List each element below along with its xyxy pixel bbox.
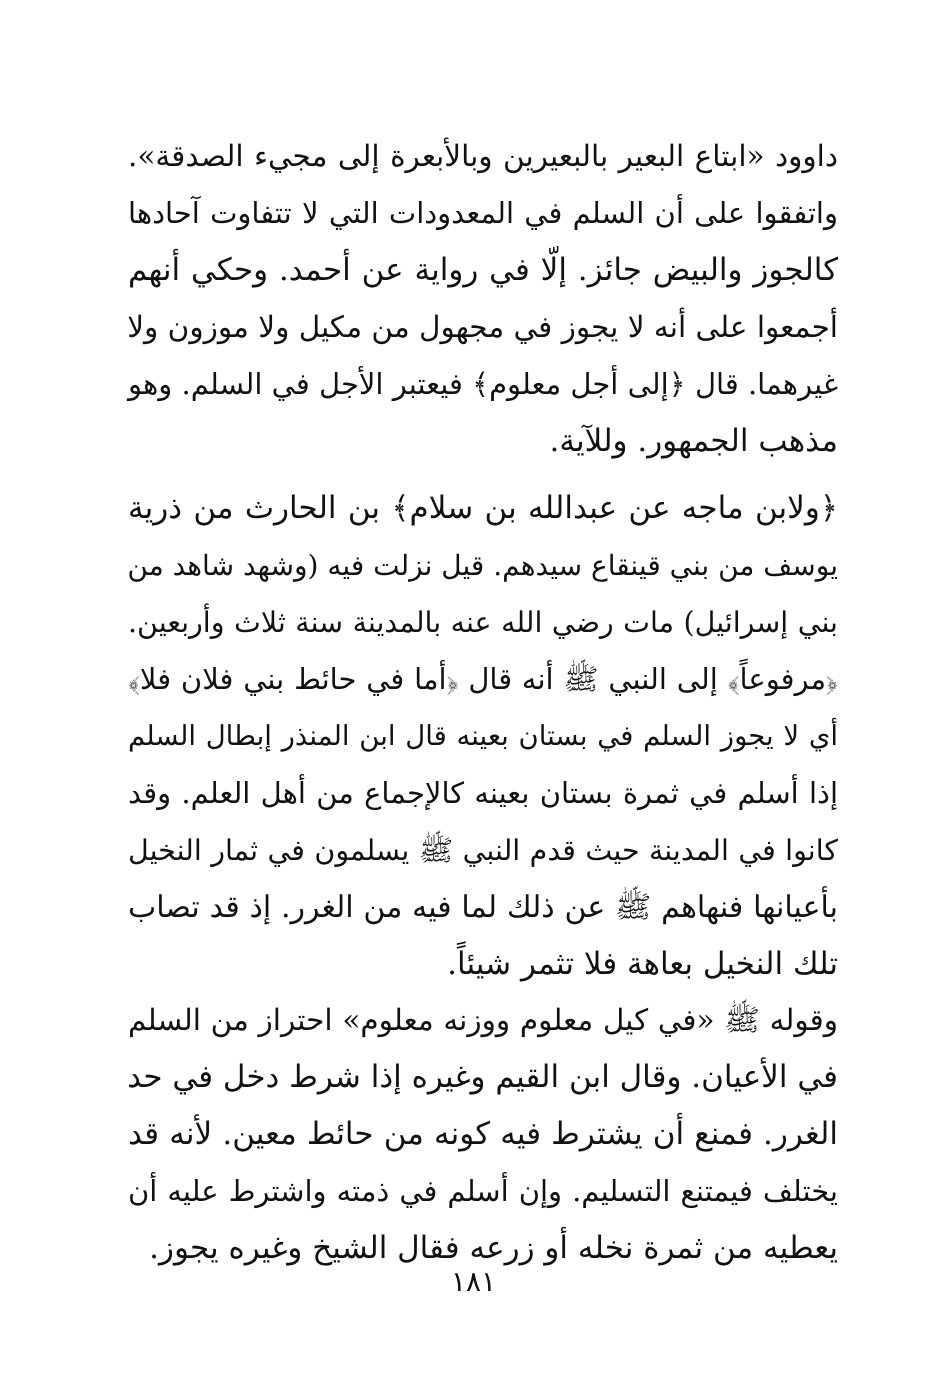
text-line: مذهب الجمهور. وللآية. [549,423,838,459]
text-line: يختلف فيمتنع التسليم. وإن أسلم في ذمته واشترط عليه أن [128,1174,838,1208]
text-line: داوود «ابتاع البعير بالبعيرين وبالأبعرة إلى مجيء الصدقة». [128,139,838,173]
text-line: إذا أسلم في ثمرة بستان بعينه كالإجماع من أهل العلم. وقد [128,776,838,810]
text-line: يعطيه من ثمرة نخله أو زرعه فقال الشيخ وغيره يجوز. [149,1230,838,1266]
text-line: كانوا في المدينة حيث قدم النبي ﷺ يسلمون في ثمار النخيل [128,834,838,867]
text-line: غيرهما. قال ﴿إلى أجل معلوم﴾ فيعتبر الأجل في السلم. وهو [128,367,838,401]
page-number: ١٨١ [450,1265,497,1298]
text-line: واتفقوا على أن السلم في المعدودات التي لا تتفاوت آحادها [128,196,838,230]
text-line: في الأعيان. وقال ابن القيم وغيره إذا شرط دخل في حد [127,1059,838,1095]
text-line: تلك النخيل بعاهة فلا تثمر شيئاً. [447,946,838,982]
text-line: وقوله ﷺ «في كيل معلوم ووزنه معلوم» احتراز من السلم [128,1003,838,1037]
paragraph-1 [128,128,838,470]
text-line: يوسف من بني قينقاع سيدهم. قيل نزلت فيه (وشهد شاهد من [127,549,838,582]
text-line: ﴿ولابن ماجه عن عبدالله بن سلام﴾ بن الحارث من ذرية [128,490,838,526]
text-line: كالجوز والبيض جائز. إلّا في رواية عن أحمد. وحكي أنهم [128,252,838,288]
text-line: أي لا يجوز السلم في بستان بعينه قال ابن المنذر إبطال السلم [128,720,838,752]
text-line: أجمعوا على أنه لا يجوز في مجهول من مكيل ولا موزون ولا [127,310,838,344]
text-line: بني إسرائيل) مات رضي الله عنه بالمدينة سنة ثلاث وأربعين. [128,606,838,639]
text-line: الغرر. فمنع أن يشترط فيه كونه من حائط معين. لأنه قد [128,1116,838,1152]
text-line: بأعيانها فنهاهم ﷺ عن ذلك لما فيه من الغرر. إذ قد تصاب [128,890,838,925]
paragraph-3 [128,992,838,1277]
paragraph-2 [128,480,838,993]
text-line: ﴿مرفوعاً﴾ إلى النبي ﷺ أنه قال ﴿أما في حائط بني فلان فلا﴾ [128,662,838,696]
